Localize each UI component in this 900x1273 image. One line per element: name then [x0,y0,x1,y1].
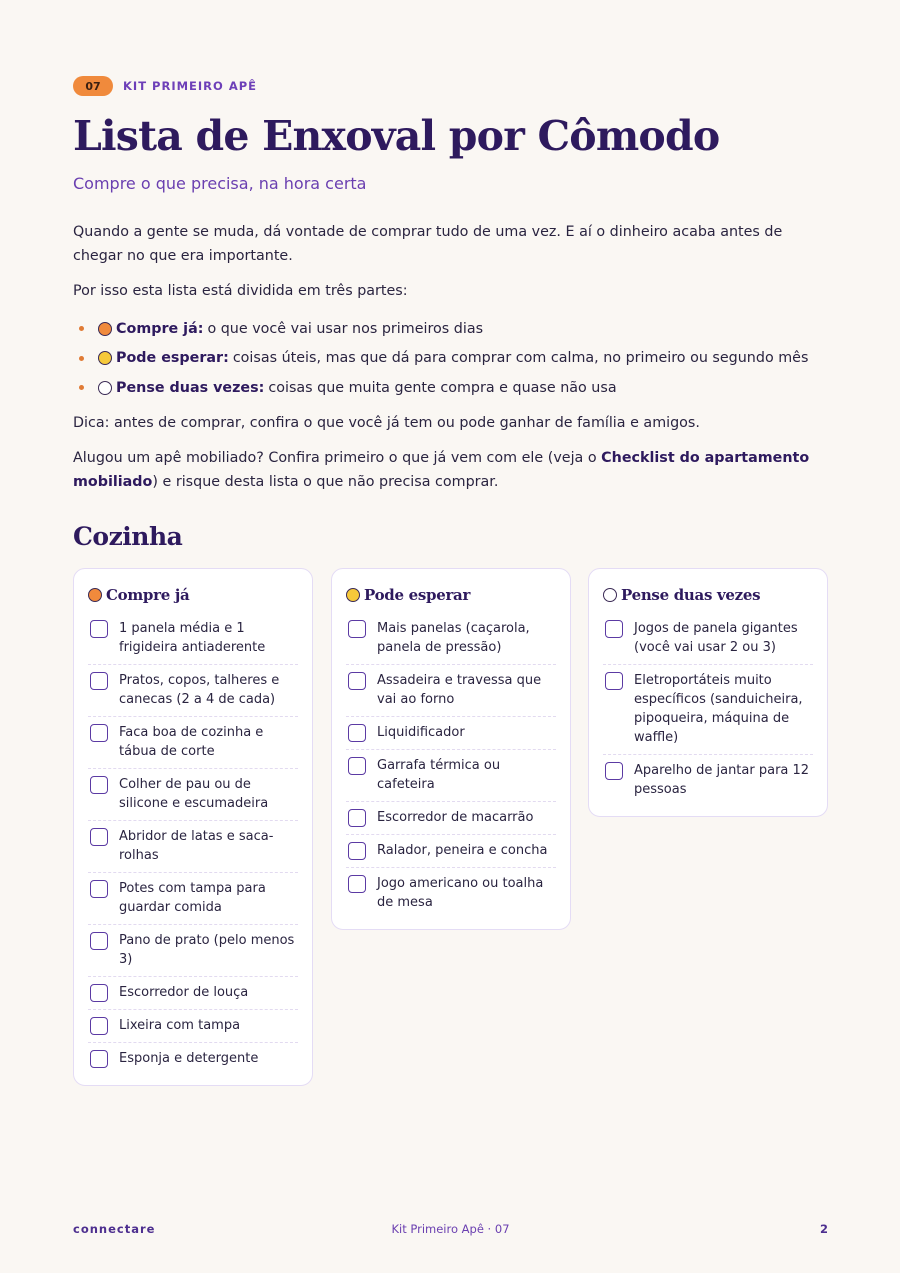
checkbox[interactable] [90,880,108,898]
checklist-item [88,1010,298,1043]
checkbox[interactable] [90,620,108,638]
checklist-item-label: Pratos, copos, talheres e canecas (2 a 4 de cada) [119,673,280,707]
note-text: Alugou um apê mobiliado? Confira primeiro o que já vem com ele (veja o [73,449,602,466]
checkbox[interactable] [348,724,366,742]
checklist-item-label: Ralador, peneira e concha [377,843,548,858]
white-circle-icon [98,381,112,395]
checkbox[interactable] [90,672,108,690]
brand-logo: connectare [73,1222,156,1236]
checkbox[interactable] [348,757,366,775]
checklist-item [88,821,298,873]
checklist-item-label: Esponja e detergente [119,1051,259,1066]
checkbox[interactable] [348,809,366,827]
checkbox[interactable] [605,672,623,690]
legend-label: Compre já: [116,320,204,337]
section-title: Cozinha [73,522,183,551]
intro [73,220,828,505]
checklist-item-label: Colher de pau ou de silicone e escumadeira [119,777,269,811]
checklist-item-label: Pano de prato (pelo menos 3) [119,933,295,967]
checklist-item [346,665,556,717]
checklist-item [88,665,298,717]
checkbox[interactable] [348,875,366,893]
legend-text: o que você vai usar nos primeiros dias [207,320,484,337]
checklist-item [603,613,813,665]
footer-title: Kit Primeiro Apê · 07 [391,1222,510,1236]
bullet-icon [79,356,84,361]
legend-item-pode-esperar [79,344,828,374]
checkbox[interactable] [90,1050,108,1068]
intro-paragraph: Quando a gente se muda, dá vontade de comprar tudo de uma vez. E aí o dinheiro acaba antes de chegar no que era importante. [73,224,783,264]
page-subtitle: Compre o que precisa, na hora certa [73,174,367,193]
kicker-label: KIT PRIMEIRO APÊ [123,79,257,93]
checklist-card-pode-esperar [331,568,571,930]
checklist-card-pense-duas-vezes [588,568,828,817]
checkbox[interactable] [605,620,623,638]
checklist-item [603,665,813,755]
checkbox[interactable] [348,672,366,690]
card-title: Pense duas vezes [621,586,761,604]
checkbox[interactable] [90,828,108,846]
checklist-item-label: Potes com tampa para guardar comida [119,881,266,915]
tip-paragraph: Dica: antes de comprar, confira o que você já tem ou pode ganhar de família e amigos. [73,414,700,431]
legend-text: coisas úteis, mas que dá para comprar com calma, no primeiro ou segundo mês [232,350,809,367]
intro-paragraph: Por isso esta lista está dividida em três partes: [73,283,408,299]
orange-circle-icon [98,322,112,336]
checklist-item-label: Lixeira com tampa [119,1018,241,1033]
checklist-item [346,868,556,919]
checklist-item [346,717,556,750]
checkbox[interactable] [605,762,623,780]
checklist-item [88,717,298,769]
page-title: Lista de Enxoval por Cômodo [73,112,720,160]
legend-item-compre-ja [79,314,828,344]
checklist-item-label: Assadeira e travessa que vai ao forno [377,673,542,707]
checklist-item [346,835,556,868]
priority-legend [79,314,828,403]
checklist-item-label: Abridor de latas e saca-rolhas [119,829,274,863]
checklist-item-label: Garrafa térmica ou cafeteira [377,758,501,792]
checkbox[interactable] [348,842,366,860]
checklist-item-label: Liquidificador [377,725,465,740]
checklist-item-label: Escorredor de macarrão [377,810,534,825]
checklist-item [88,925,298,977]
card-header [346,583,556,607]
furnished-note [73,446,828,494]
checklist-link-text: Checklist do apartamento mobiliado [73,449,810,490]
legend-item-pense-duas-vezes [79,373,828,403]
checklist-item-label: Jogo americano ou toalha de mesa [377,876,544,910]
card-title: Compre já [106,586,190,604]
priority-circle-icon [88,588,102,602]
priority-circle-icon [346,588,360,602]
kicker [73,76,257,96]
checkbox[interactable] [90,724,108,742]
checkbox[interactable] [90,1017,108,1035]
legend-text: coisas que muita gente compra e quase não usa [268,379,617,396]
legend-label: Pode esperar: [116,350,229,367]
yellow-circle-icon [98,351,112,365]
legend-label: Pense duas vezes: [116,379,265,396]
checklist-item [88,1043,298,1075]
checklist-card-compre-ja [73,568,313,1086]
footer [73,1222,828,1238]
checklist-item [88,613,298,665]
checklist-item-label: 1 panela média e 1 frigideira antiaderente [119,621,266,655]
checklist-item [346,750,556,802]
checkbox[interactable] [348,620,366,638]
checklist-item [88,873,298,925]
bullet-icon [79,385,84,390]
checklist-item-label: Faca boa de cozinha e tábua de corte [119,725,264,759]
bullet-icon [79,326,84,331]
checkbox[interactable] [90,984,108,1002]
page [73,0,828,1273]
checklist-item [88,769,298,821]
priority-circle-icon [603,588,617,602]
checklist-item [346,613,556,665]
checkbox[interactable] [90,776,108,794]
card-title: Pode esperar [364,586,471,604]
checklist-item-label: Aparelho de jantar para 12 pessoas [634,763,810,797]
checklist-item-label: Mais panelas (caçarola, panela de pressão) [377,621,530,655]
checklist-item-label: Escorredor de louça [119,985,249,1000]
checklist-item [88,977,298,1010]
card-header [603,583,813,607]
note-text: ) e risque desta lista o que não precisa comprar. [152,473,499,490]
checklist-item-label: Eletroportáteis muito específicos (sanduicheira, pipoqueira, máquina de waffle) [634,673,803,745]
checklist-item [603,755,813,806]
checkbox[interactable] [90,932,108,950]
checklist-item [346,802,556,835]
chapter-badge: 07 [73,76,113,96]
card-header [88,583,298,607]
checklist-item-label: Jogos de panela gigantes (você vai usar 2 ou 3) [634,621,798,655]
page-number: 2 [819,1222,828,1236]
